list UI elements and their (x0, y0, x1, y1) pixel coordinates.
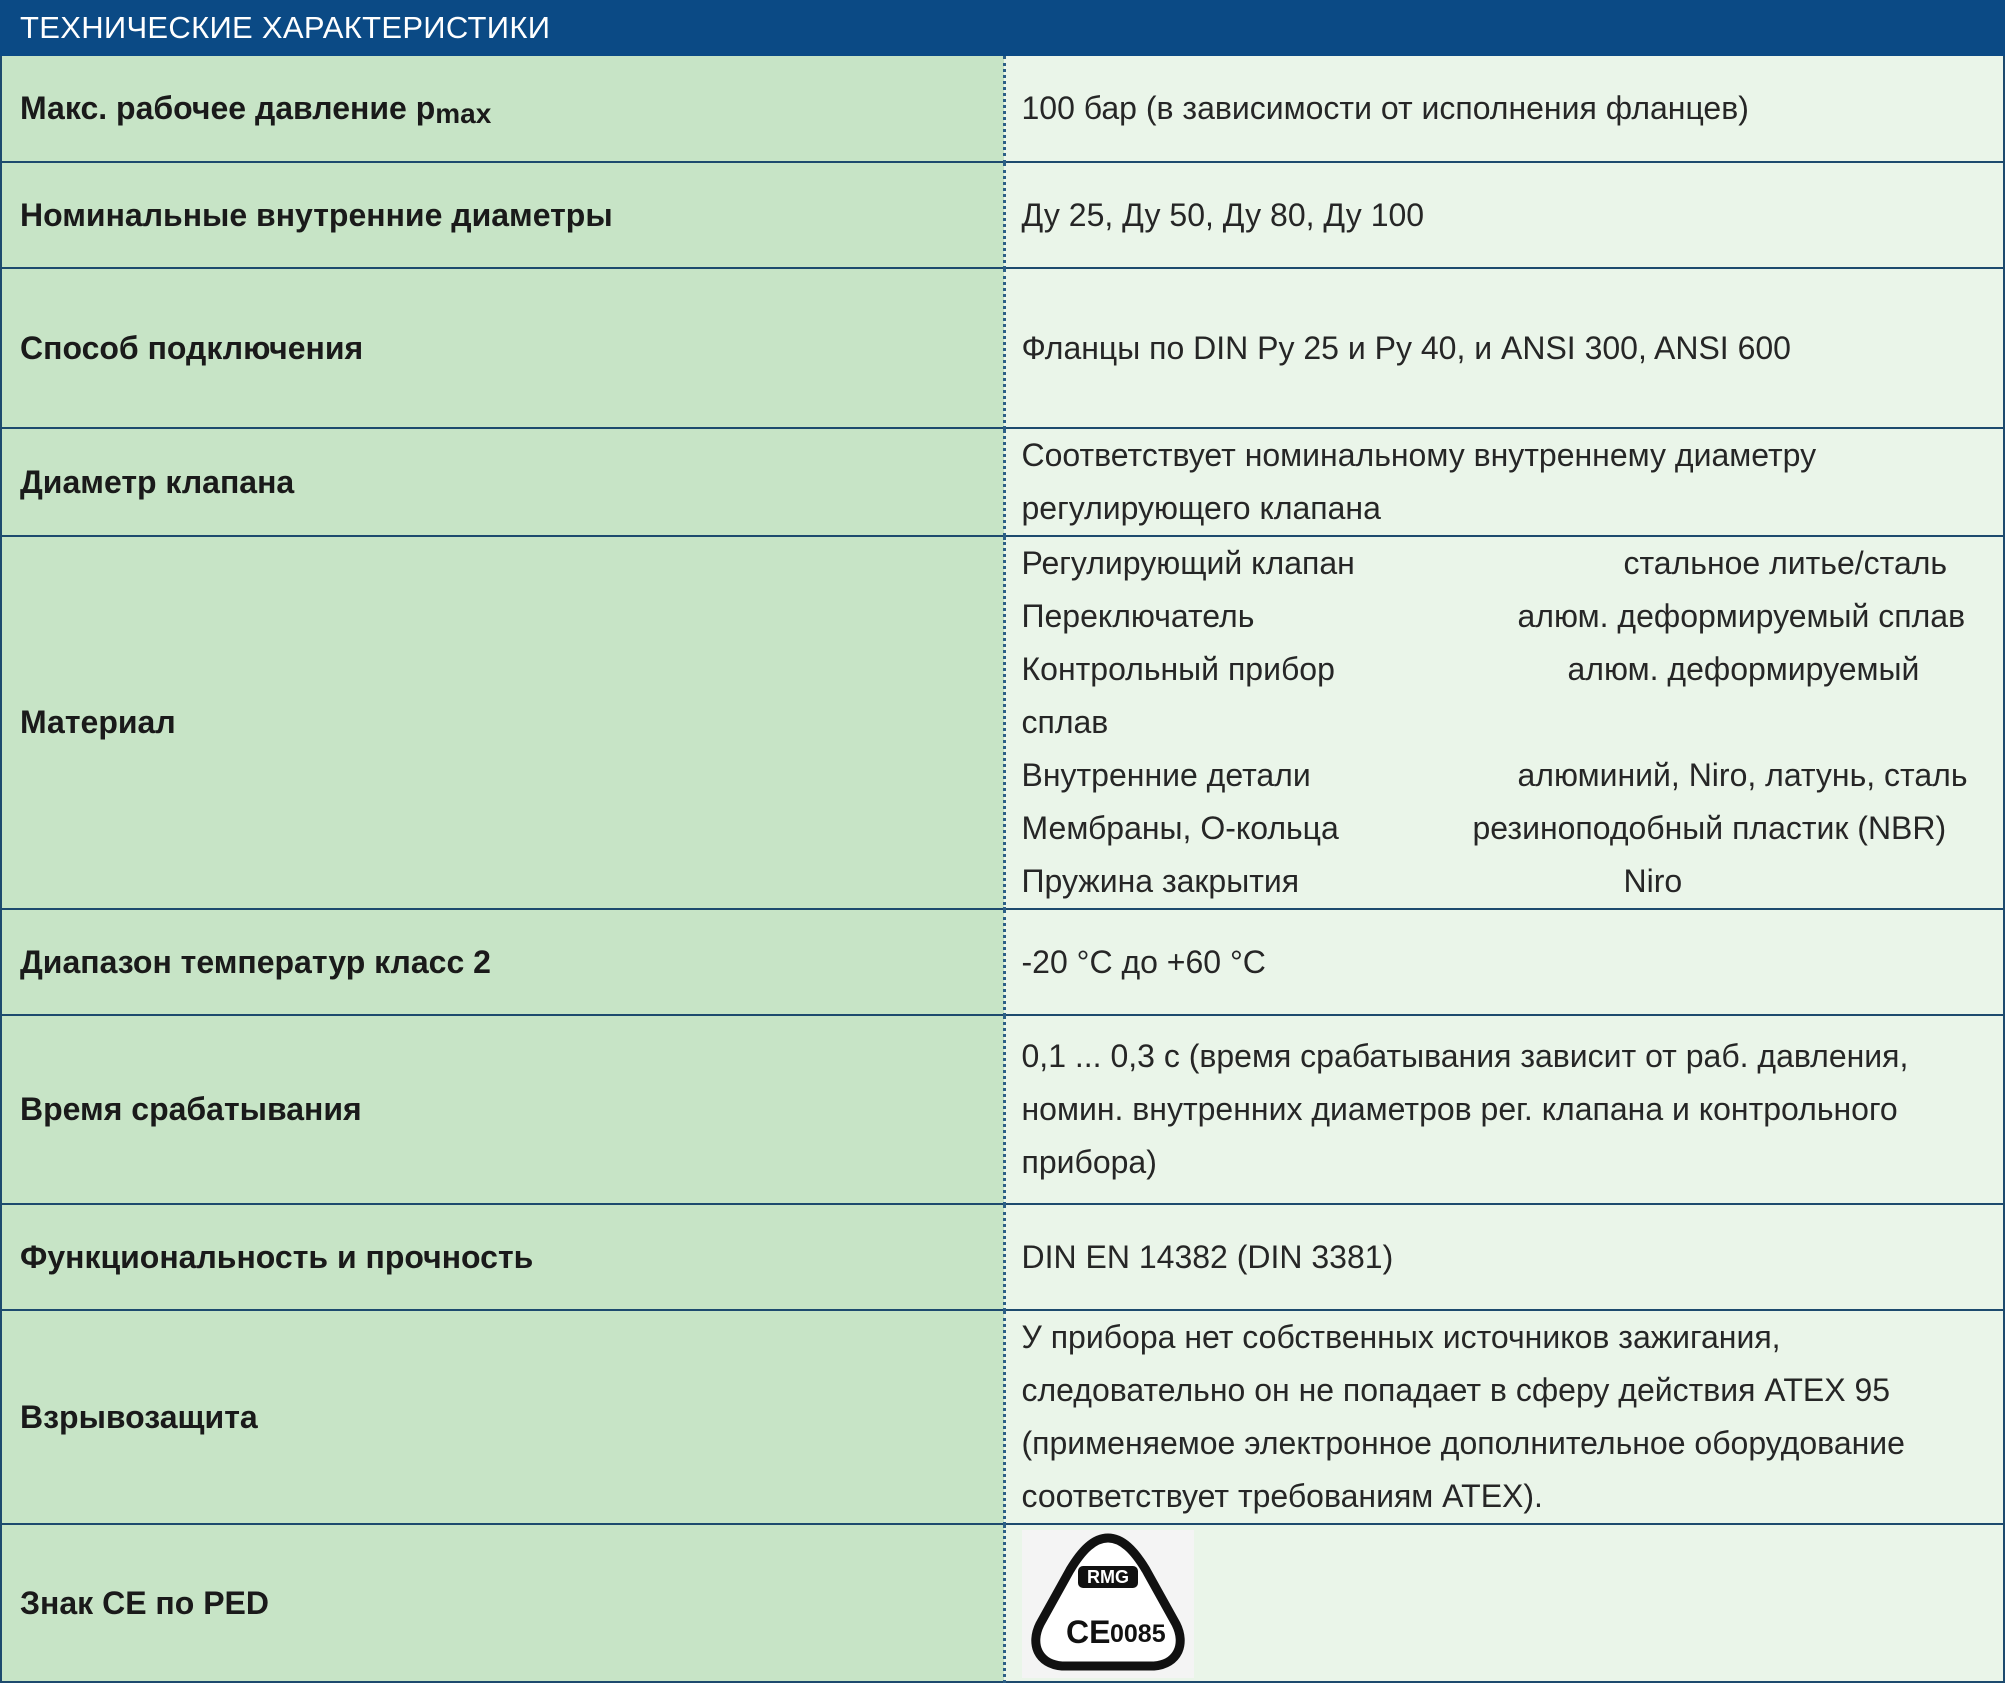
label-subscript: max (435, 98, 492, 129)
row-value-connection: Фланцы по DIN Ру 25 и Ру 40, и ANSI 300, ANSI 600 (1004, 268, 2004, 428)
material-value: Niro (1623, 863, 1683, 899)
ce-mark-symbol: CE (1065, 1614, 1110, 1650)
material-value: алюм. деформируемый (1567, 651, 1920, 687)
row-value-pressure: 100 бар (в зависимости от исполнения фланцев) (1004, 56, 2004, 162)
value-line: Соответствует номинальному внутреннему диаметру (1021, 437, 1817, 473)
material-value: алюм. деформируемый сплав (1517, 598, 1966, 634)
rmg-ce-logo (1022, 1530, 1194, 1678)
row-value-temperature: -20 °C до +60 °C (1004, 909, 2004, 1015)
spec-table (0, 56, 2005, 1683)
material-item (1022, 855, 2004, 908)
material-part: Переключатель (1021, 598, 1255, 634)
row-value-response-time (1004, 1015, 2004, 1204)
row-label-valve-diameter: Диаметр клапана (1, 428, 1004, 536)
row-label-strength: Функциональность и прочность (1, 1204, 1004, 1310)
table-title: ТЕХНИЧЕСКИЕ ХАРАКТЕРИСТИКИ (0, 0, 2005, 56)
value-line: номин. внутренних диаметров рег. клапана и контрольного (1021, 1091, 1898, 1127)
material-value: резиноподобный пластик (NBR) (1472, 810, 1947, 846)
value-line: 0,1 ... 0,3 с (время срабатывания зависит от раб. давления, (1021, 1038, 1909, 1074)
row-value-material (1004, 536, 2004, 909)
material-part: Контрольный прибор (1021, 651, 1335, 687)
value-line: следовательно он не попадает в сферу действия ATEX 95 (1021, 1372, 1891, 1408)
value-line: (применяемое электронное дополнительное оборудование (1021, 1425, 1905, 1461)
material-part: Регулирующий клапан (1021, 545, 1355, 581)
row-value-ce-mark (1004, 1524, 2004, 1682)
row-value-strength: DIN EN 14382 (DIN 3381) (1004, 1204, 2004, 1310)
row-value-explosion (1004, 1310, 2004, 1524)
row-label-connection: Способ подключения (1, 268, 1004, 428)
material-part: Внутренние детали (1021, 757, 1311, 793)
table-row (1, 56, 2004, 162)
material-item (1022, 749, 2004, 802)
material-item (1022, 802, 2004, 855)
row-value-diameters: Ду 25, Ду 50, Ду 80, Ду 100 (1004, 162, 2004, 268)
row-label-explosion: Взрывозащита (1, 1310, 1004, 1524)
material-item (1022, 537, 2004, 590)
table-row (1, 162, 2004, 268)
material-part: Мембраны, О-кольца (1021, 810, 1339, 846)
material-value: алюминий, Niro, латунь, сталь (1517, 757, 1968, 793)
table-row (1, 1524, 2004, 1682)
value-line: У прибора нет собственных источников зажигания, (1021, 1319, 1781, 1355)
table-row (1, 536, 2004, 909)
material-item (1022, 696, 2004, 749)
material-item (1022, 643, 2004, 696)
table-row (1, 428, 2004, 536)
material-part: сплав (1021, 704, 1109, 740)
value-line: прибора) (1021, 1144, 1157, 1180)
row-label-temperature: Диапазон температур класс 2 (1, 909, 1004, 1015)
row-value-valve-diameter (1004, 428, 2004, 536)
value-line: регулирующего клапана (1021, 490, 1381, 526)
value-line: соответствует требованиям ATEX). (1021, 1478, 1543, 1514)
material-item (1022, 590, 2004, 643)
notified-body-number: 0085 (1109, 1620, 1166, 1648)
row-label-material: Материал (1, 536, 1004, 909)
material-value: стальное литье/сталь (1623, 545, 1948, 581)
table-row (1, 1204, 2004, 1310)
table-row (1, 1015, 2004, 1204)
table-row (1, 268, 2004, 428)
row-label-pressure: Макс. рабочее давление pmax (1, 56, 1004, 162)
table-row (1, 909, 2004, 1015)
material-part: Пружина закрытия (1021, 863, 1300, 899)
row-label-response-time: Время срабатывания (1, 1015, 1004, 1204)
table-row (1, 1310, 2004, 1524)
row-label-diameters: Номинальные внутренние диаметры (1, 162, 1004, 268)
logo-rmg-text: RMG (1086, 1567, 1129, 1587)
row-label-ce-mark: Знак CE по PED (1, 1524, 1004, 1682)
